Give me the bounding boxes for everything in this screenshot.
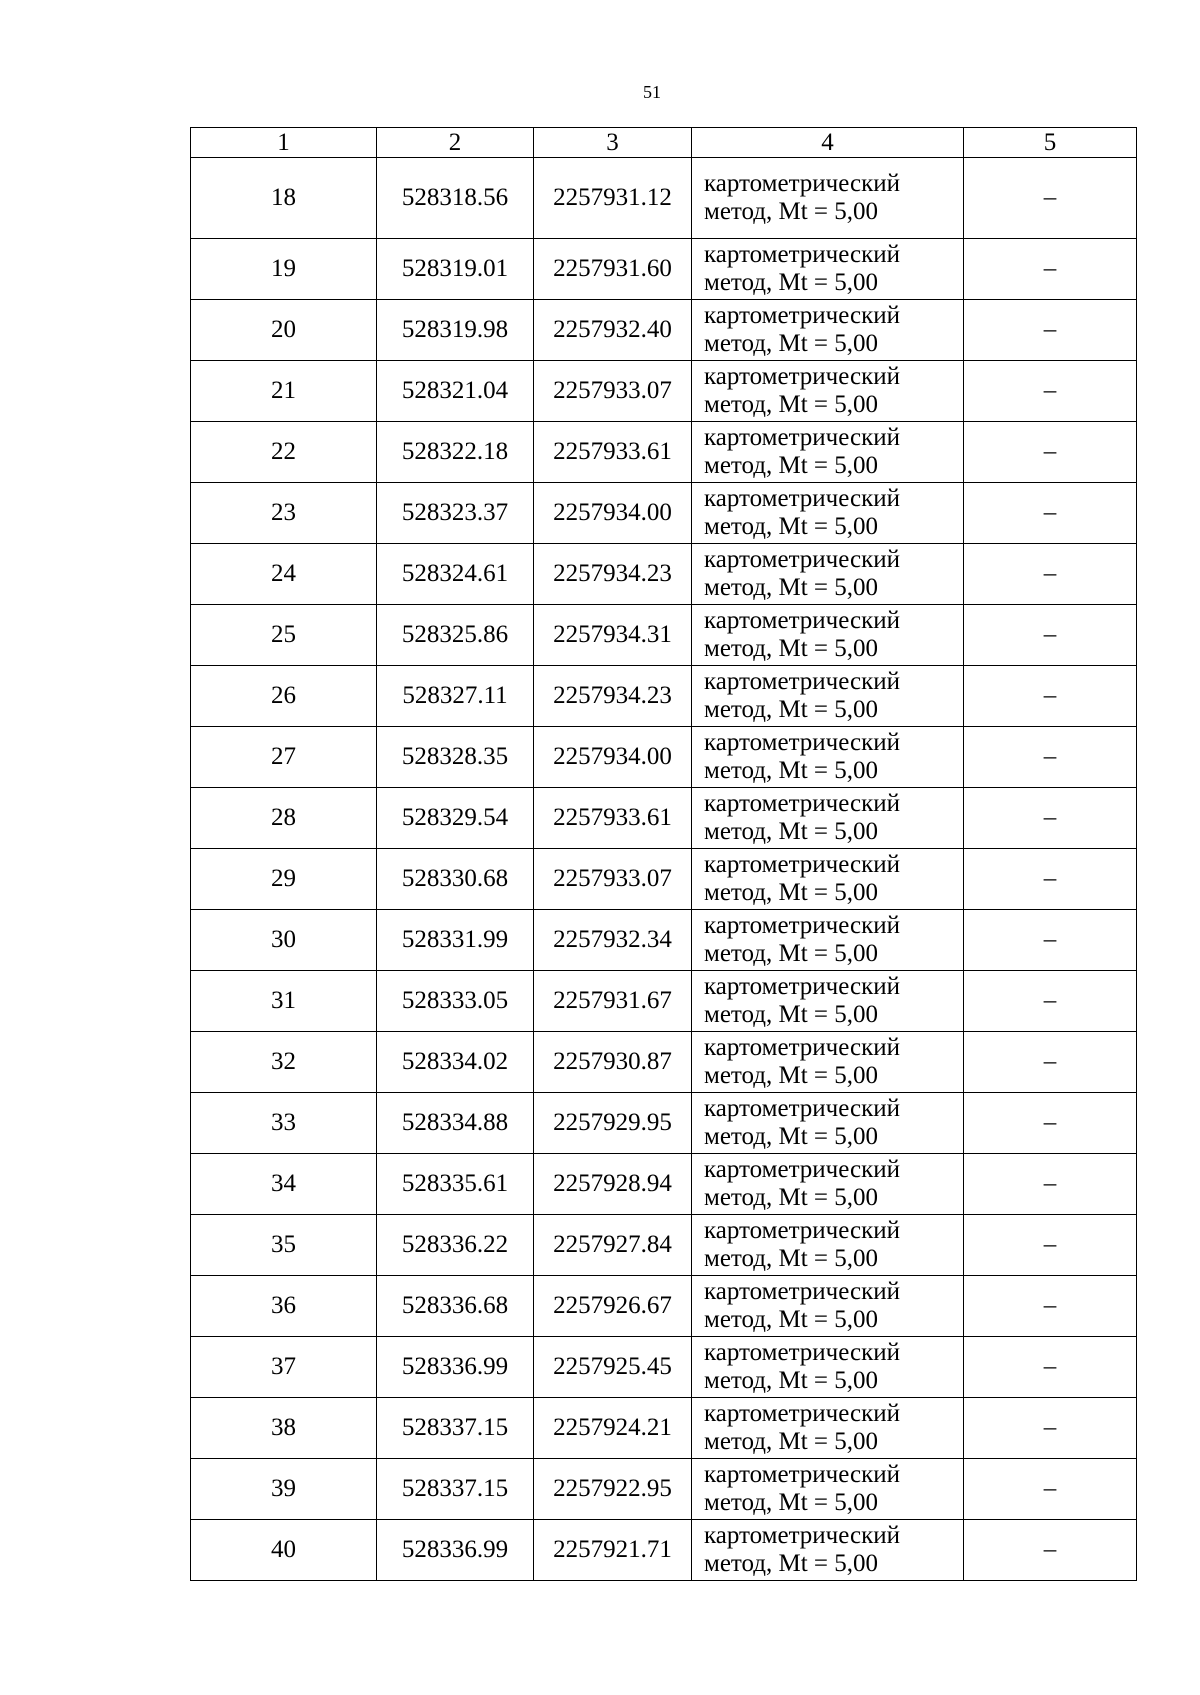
column-header-3: 3 [534,128,692,158]
point-number-cell: 29 [191,849,377,910]
method-cell [692,849,964,910]
x-coordinate-cell: 528324.61 [377,544,534,605]
point-number-cell: 28 [191,788,377,849]
method-line-1: картометрический [704,241,900,268]
coordinates-table [190,127,1137,1581]
y-coordinate-cell: 2257931.60 [534,239,692,300]
note-cell: – [964,788,1137,849]
y-coordinate-cell: 2257924.21 [534,1398,692,1459]
y-coordinate-cell: 2257928.94 [534,1154,692,1215]
table-row [191,544,1137,605]
x-coordinate-cell: 528337.15 [377,1398,534,1459]
method-line-1: картометрический [704,1522,900,1549]
method-line-1: картометрический [704,1461,900,1488]
method-cell [692,1093,964,1154]
table-row [191,239,1137,300]
y-coordinate-cell: 2257933.07 [534,849,692,910]
table-row [191,1459,1137,1520]
method-cell [692,788,964,849]
x-coordinate-cell: 528333.05 [377,971,534,1032]
point-number-cell: 21 [191,361,377,422]
method-cell [692,1032,964,1093]
method-line-2: метод, Mt = 5,00 [704,1001,879,1028]
method-line-2: метод, Mt = 5,00 [704,452,879,479]
method-cell [692,1215,964,1276]
point-number-cell: 27 [191,727,377,788]
table-row [191,910,1137,971]
x-coordinate-cell: 528327.11 [377,666,534,727]
method-line-1: картометрический [704,973,900,1000]
method-line-2: метод, Mt = 5,00 [704,574,879,601]
note-cell: – [964,1032,1137,1093]
y-coordinate-cell: 2257932.40 [534,300,692,361]
table-row [191,422,1137,483]
y-coordinate-cell: 2257929.95 [534,1093,692,1154]
table-row [191,605,1137,666]
note-cell: – [964,361,1137,422]
y-coordinate-cell: 2257931.67 [534,971,692,1032]
y-coordinate-cell: 2257922.95 [534,1459,692,1520]
table-row [191,300,1137,361]
method-line-2: метод, Mt = 5,00 [704,1062,879,1089]
method-line-1: картометрический [704,546,900,573]
method-line-2: метод, Mt = 5,00 [704,1550,879,1577]
table-row [191,1154,1137,1215]
x-coordinate-cell: 528337.15 [377,1459,534,1520]
y-coordinate-cell: 2257927.84 [534,1215,692,1276]
method-cell [692,605,964,666]
method-line-2: метод, Mt = 5,00 [704,1428,879,1455]
point-number-cell: 26 [191,666,377,727]
x-coordinate-cell: 528334.02 [377,1032,534,1093]
method-line-2: метод, Mt = 5,00 [704,757,879,784]
method-line-1: картометрический [704,1278,900,1305]
note-cell: – [964,239,1137,300]
table-row [191,361,1137,422]
y-coordinate-cell: 2257933.07 [534,361,692,422]
method-cell [692,300,964,361]
point-number-cell: 35 [191,1215,377,1276]
method-line-2: метод, Mt = 5,00 [704,198,879,225]
table-row [191,1215,1137,1276]
method-line-1: картометрический [704,424,900,451]
note-cell: – [964,1398,1137,1459]
note-cell: – [964,849,1137,910]
method-line-2: метод, Mt = 5,00 [704,1123,879,1150]
table-body [191,158,1137,1581]
x-coordinate-cell: 528331.99 [377,910,534,971]
method-cell [692,910,964,971]
method-cell [692,1459,964,1520]
method-cell [692,158,964,239]
column-header-5: 5 [964,128,1137,158]
note-cell: – [964,1093,1137,1154]
point-number-cell: 25 [191,605,377,666]
method-line-1: картометрический [704,729,900,756]
method-line-1: картометрический [704,790,900,817]
x-coordinate-cell: 528336.22 [377,1215,534,1276]
table-row [191,666,1137,727]
point-number-cell: 20 [191,300,377,361]
method-line-2: метод, Mt = 5,00 [704,818,879,845]
table-row [191,1093,1137,1154]
x-coordinate-cell: 528323.37 [377,483,534,544]
y-coordinate-cell: 2257933.61 [534,422,692,483]
column-header-4: 4 [692,128,964,158]
x-coordinate-cell: 528335.61 [377,1154,534,1215]
note-cell: – [964,422,1137,483]
page-number: 51 [643,82,661,102]
column-header-1: 1 [191,128,377,158]
method-line-2: метод, Mt = 5,00 [704,696,879,723]
y-coordinate-cell: 2257934.23 [534,666,692,727]
y-coordinate-cell: 2257933.61 [534,788,692,849]
column-header-2: 2 [377,128,534,158]
method-line-2: метод, Mt = 5,00 [704,330,879,357]
note-cell: – [964,1276,1137,1337]
method-cell [692,422,964,483]
method-cell [692,1276,964,1337]
table-row [191,971,1137,1032]
point-number-cell: 32 [191,1032,377,1093]
method-line-1: картометрический [704,363,900,390]
x-coordinate-cell: 528329.54 [377,788,534,849]
x-coordinate-cell: 528318.56 [377,158,534,239]
method-line-2: метод, Mt = 5,00 [704,1184,879,1211]
point-number-cell: 30 [191,910,377,971]
method-cell [692,727,964,788]
note-cell: – [964,158,1137,239]
x-coordinate-cell: 528336.68 [377,1276,534,1337]
method-cell [692,971,964,1032]
method-cell [692,544,964,605]
point-number-cell: 40 [191,1520,377,1581]
note-cell: – [964,910,1137,971]
table-row [191,1337,1137,1398]
method-cell [692,483,964,544]
method-line-2: метод, Mt = 5,00 [704,269,879,296]
table-row [191,727,1137,788]
y-coordinate-cell: 2257934.23 [534,544,692,605]
point-number-cell: 23 [191,483,377,544]
y-coordinate-cell: 2257934.00 [534,727,692,788]
point-number-cell: 24 [191,544,377,605]
method-cell [692,1398,964,1459]
point-number-cell: 38 [191,1398,377,1459]
method-line-1: картометрический [704,302,900,329]
y-coordinate-cell: 2257934.00 [534,483,692,544]
point-number-cell: 36 [191,1276,377,1337]
point-number-cell: 37 [191,1337,377,1398]
x-coordinate-cell: 528319.98 [377,300,534,361]
note-cell: – [964,1459,1137,1520]
y-coordinate-cell: 2257931.12 [534,158,692,239]
x-coordinate-cell: 528336.99 [377,1337,534,1398]
table-row [191,788,1137,849]
method-cell [692,1154,964,1215]
method-line-1: картометрический [704,1400,900,1427]
note-cell: – [964,1215,1137,1276]
x-coordinate-cell: 528336.99 [377,1520,534,1581]
y-coordinate-cell: 2257932.34 [534,910,692,971]
x-coordinate-cell: 528321.04 [377,361,534,422]
point-number-cell: 19 [191,239,377,300]
method-line-1: картометрический [704,170,900,197]
method-cell [692,361,964,422]
point-number-cell: 33 [191,1093,377,1154]
method-line-1: картометрический [704,485,900,512]
method-line-2: метод, Mt = 5,00 [704,1306,879,1333]
method-line-2: метод, Mt = 5,00 [704,635,879,662]
x-coordinate-cell: 528334.88 [377,1093,534,1154]
table-row [191,1398,1137,1459]
method-line-1: картометрический [704,1095,900,1122]
note-cell: – [964,605,1137,666]
method-line-1: картометрический [704,1156,900,1183]
point-number-cell: 31 [191,971,377,1032]
note-cell: – [964,1520,1137,1581]
x-coordinate-cell: 528319.01 [377,239,534,300]
note-cell: – [964,727,1137,788]
table-row [191,483,1137,544]
point-number-cell: 34 [191,1154,377,1215]
note-cell: – [964,1154,1137,1215]
table-row [191,1032,1137,1093]
point-number-cell: 22 [191,422,377,483]
method-line-2: метод, Mt = 5,00 [704,391,879,418]
note-cell: – [964,1337,1137,1398]
method-line-1: картометрический [704,912,900,939]
note-cell: – [964,483,1137,544]
point-number-cell: 18 [191,158,377,239]
y-coordinate-cell: 2257930.87 [534,1032,692,1093]
table-header-row [191,128,1137,158]
method-line-1: картометрический [704,851,900,878]
note-cell: – [964,544,1137,605]
method-line-2: метод, Mt = 5,00 [704,879,879,906]
y-coordinate-cell: 2257934.31 [534,605,692,666]
method-line-2: метод, Mt = 5,00 [704,1245,879,1272]
y-coordinate-cell: 2257926.67 [534,1276,692,1337]
x-coordinate-cell: 528328.35 [377,727,534,788]
method-line-2: метод, Mt = 5,00 [704,1367,879,1394]
method-line-1: картометрический [704,1339,900,1366]
x-coordinate-cell: 528322.18 [377,422,534,483]
method-cell [692,1520,964,1581]
table-row [191,158,1137,239]
table-row [191,849,1137,910]
note-cell: – [964,666,1137,727]
method-cell [692,1337,964,1398]
method-line-2: метод, Mt = 5,00 [704,940,879,967]
table-row [191,1276,1137,1337]
method-cell [692,239,964,300]
note-cell: – [964,971,1137,1032]
x-coordinate-cell: 528330.68 [377,849,534,910]
point-number-cell: 39 [191,1459,377,1520]
method-line-1: картометрический [704,1034,900,1061]
method-cell [692,666,964,727]
method-line-1: картометрический [704,1217,900,1244]
method-line-1: картометрический [704,668,900,695]
note-cell: – [964,300,1137,361]
x-coordinate-cell: 528325.86 [377,605,534,666]
method-line-2: метод, Mt = 5,00 [704,513,879,540]
y-coordinate-cell: 2257921.71 [534,1520,692,1581]
method-line-1: картометрический [704,607,900,634]
table-row [191,1520,1137,1581]
y-coordinate-cell: 2257925.45 [534,1337,692,1398]
method-line-2: метод, Mt = 5,00 [704,1489,879,1516]
